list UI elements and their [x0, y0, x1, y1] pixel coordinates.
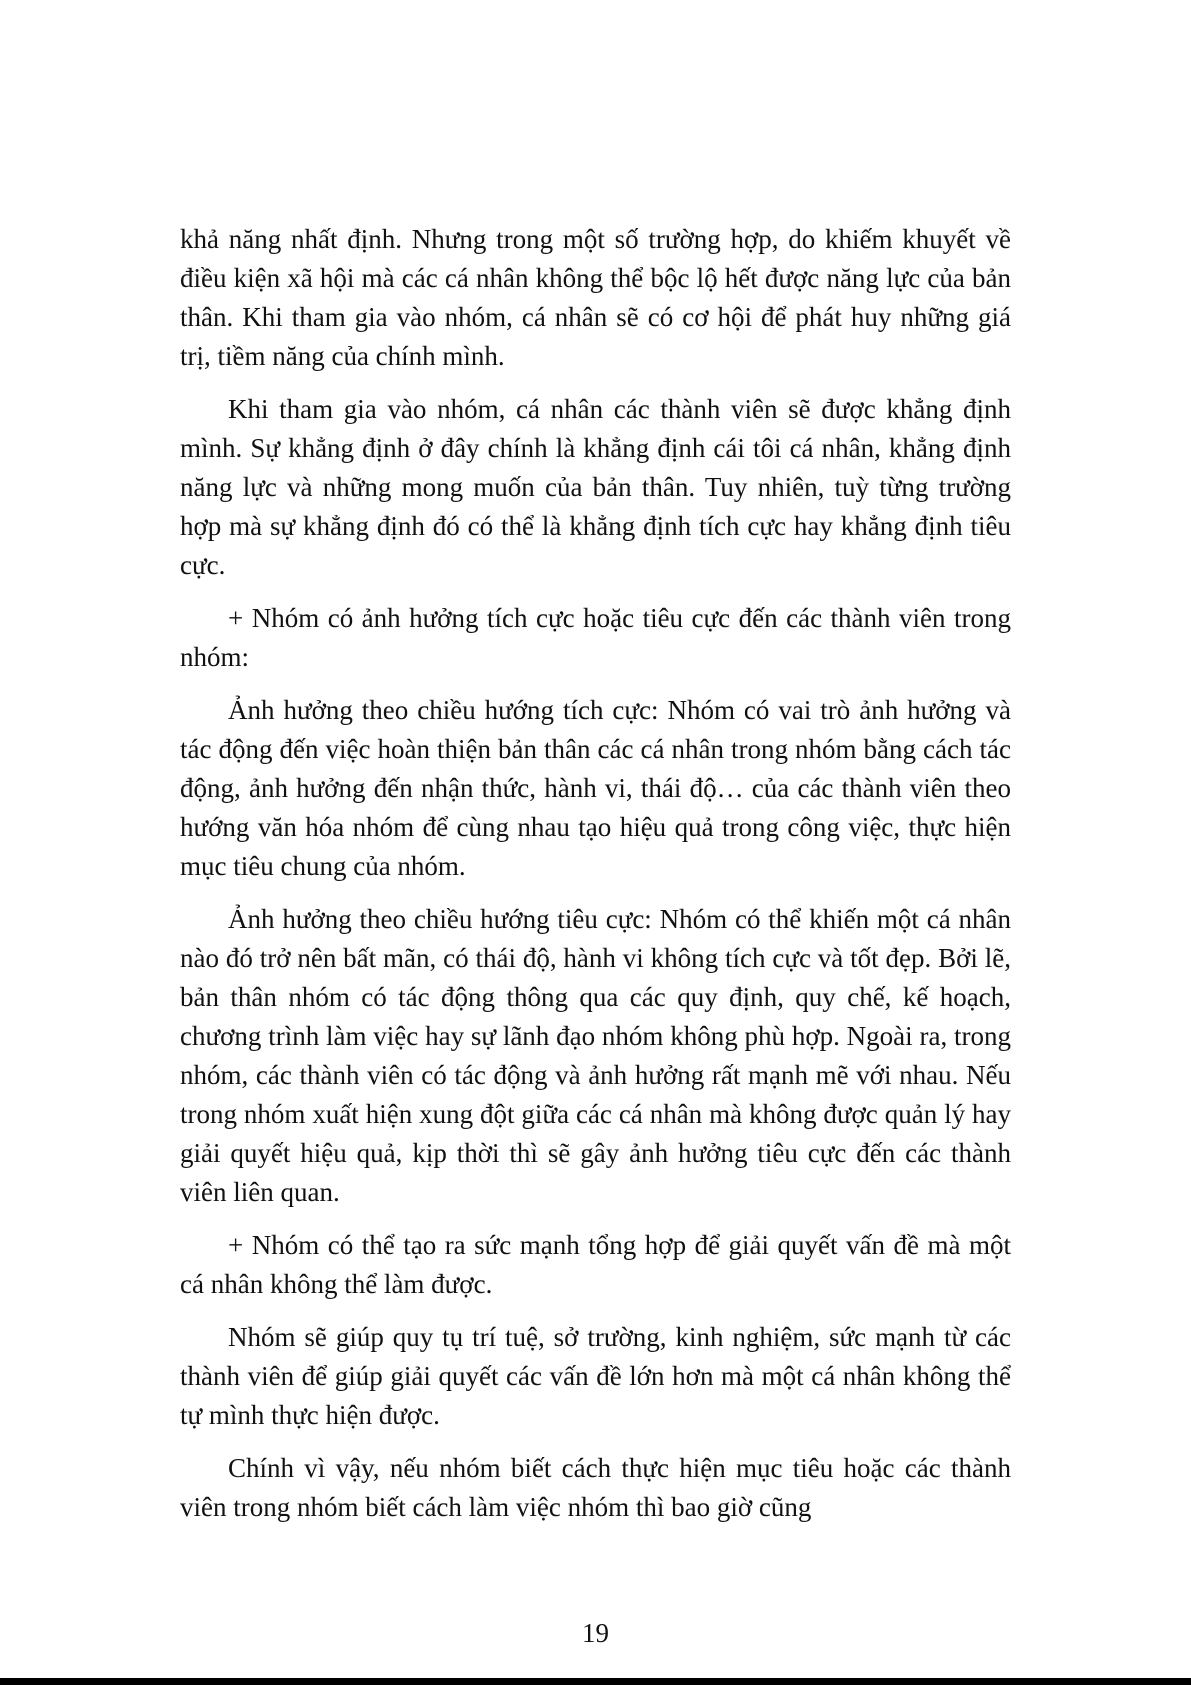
paragraph-4: Ảnh hưởng theo chiều hướng tích cực: Nhóm có vai trò ảnh hưởng và tác động đến việc hoàn thiện bản thân các cá nhân trong nhóm bằng cách tác động, ảnh hưởng đến nhận thức, hành vi, thái độ… của các thành viên theo hướng văn hóa nhóm để cùng nhau tạo hiệu quả trong công việc, thực hiện mục tiêu chung của nhóm. — [180, 695, 1011, 881]
paragraph-3: + Nhóm có ảnh hưởng tích cực hoặc tiêu cực đến các thành viên trong nhóm: — [180, 603, 1011, 672]
paragraph-5: Ảnh hưởng theo chiều hướng tiêu cực: Nhóm có thể khiến một cá nhân nào đó trở nên bất mãn, có thái độ, hành vi không tích cực và tốt đẹp. Bởi lẽ, bản thân nhóm có tác động thông qua các quy định, quy chế, kế hoạch, chương trình làm việc hay sự lãnh đạo nhóm không phù hợp. Ngoài ra, trong nhóm, các thành viên có tác động và ảnh hưởng rất mạnh mẽ với nhau. Nếu trong nhóm xuất hiện xung đột giữa các cá nhân mà không được quản lý hay giải quyết hiệu quả, kịp thời thì sẽ gây ảnh hưởng tiêu cực đến các thành viên liên quan. — [180, 904, 1011, 1207]
paragraph-7: Nhóm sẽ giúp quy tụ trí tuệ, sở trường, kinh nghiệm, sức mạnh từ các thành viên để giúp giải quyết các vấn đề lớn hơn mà một cá nhân không thể tự mình thực hiện được. — [180, 1322, 1011, 1430]
paragraph-8: Chính vì vậy, nếu nhóm biết cách thực hiện mục tiêu hoặc các thành viên trong nhóm biết cách làm việc nhóm thì bao giờ cũng — [180, 1453, 1011, 1522]
body-text — [180, 220, 1011, 1541]
bottom-border — [0, 1678, 1191, 1685]
paragraph-6: + Nhóm có thể tạo ra sức mạnh tổng hợp để giải quyết vấn đề mà một cá nhân không thể làm được. — [180, 1230, 1011, 1299]
paragraph-2: Khi tham gia vào nhóm, cá nhân các thành viên sẽ được khẳng định mình. Sự khẳng định ở đây chính là khẳng định cái tôi cá nhân, khẳng định năng lực và những mong muốn của bản thân. Tuy nhiên, tuỳ từng trường hợp mà sự khẳng định đó có thể là khẳng định tích cực hay khẳng định tiêu cực. — [180, 394, 1011, 580]
paragraph-1: khả năng nhất định. Nhưng trong một số trường hợp, do khiếm khuyết về điều kiện xã hội mà các cá nhân không thể bộc lộ hết được năng lực của bản thân. Khi tham gia vào nhóm, cá nhân sẽ có cơ hội để phát huy những giá trị, tiềm năng của chính mình. — [180, 224, 1011, 371]
page-number: 19 — [582, 1618, 609, 1648]
